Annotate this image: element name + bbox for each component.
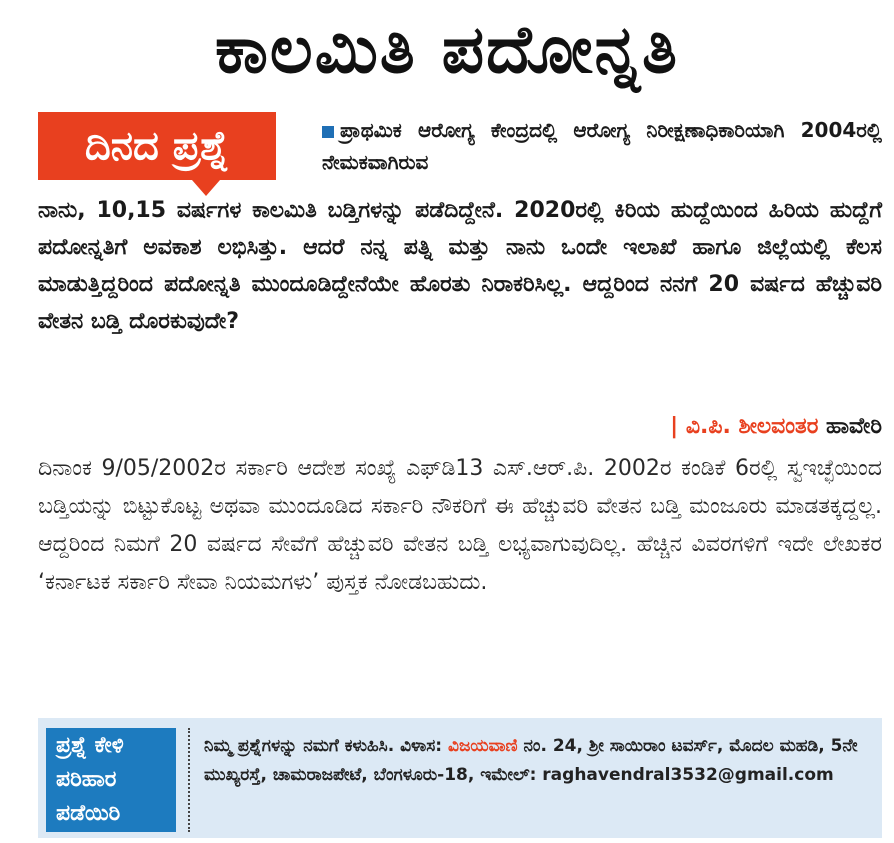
signature-place: ಹಾವೇರಿ (826, 414, 882, 439)
footer-label-line: ಪ್ರಶ್ನೆ ಕೇಳಿ (56, 733, 124, 758)
article-headline: ಕಾಲಮಿತಿ ಪದೋನ್ನತಿ (214, 10, 680, 88)
footer-divider (188, 728, 190, 832)
footer-label-line: ಪರಿಹಾರ (56, 767, 117, 792)
footer-label (46, 728, 176, 832)
answer-body: ದಿನಾಂಕ 9/05/2002ರ ಸರ್ಕಾರಿ ಆದೇಶ ಸಂಖ್ಯೆ ಎಫ್‌ಡಿ13 ಎಸ್.ಆರ್.ಪಿ. 2002ರ ಕಂಡಿಕೆ 6ರಲ್ಲಿ ಸ್ವಇಚ್ಛೆಯಿಂದ ಬಡ್ತಿಯನ್ನು ಬಿಟ್ಟುಕೊಟ್ಟ ಅಥವಾ ಮುಂದೂಡಿದ ಸರ್ಕಾರಿ ನೌಕರಿಗೆ ಈ ಹೆಚ್ಚುವರಿ ವೇತನ ಬಡ್ತಿ ಮಂಜೂರು ಮಾಡತಕ್ಕದ್ದಲ್ಲ. ಆದ್ದರಿಂದ ನಿಮಗೆ 20 ವರ್ಷದ ಸೇವೆಗೆ ಹೆಚ್ಚುವರಿ ವೇತನ ಬಡ್ತಿ ಲಭ್ಯವಾಗುವುದಿಲ್ಲ. ಹೆಚ್ಚಿನ ವಿವರಗಳಿಗೆ ಇದೇ ಲೇಖಕರ ‘ಕರ್ನಾಟಕ ಸರ್ಕಾರಿ ಸೇವಾ ನಿಯಮಗಳು’ ಪುಸ್ತಕ ನೋಡಬಹುದು. (38, 456, 882, 595)
square-bullet-icon (322, 126, 334, 138)
question-lead-text: ಪ್ರಾಥಮಿಕ ಆರೋಗ್ಯ ಕೇಂದ್ರದಲ್ಲಿ ಆರೋಗ್ಯ ನಿರೀಕ್ಷಣಾಧಿಕಾರಿಯಾಗಿ 2004ರಲ್ಲಿ ನೇಮಕವಾಗಿರುವ (322, 118, 882, 174)
question-signature (670, 414, 882, 439)
footer-contact-text (204, 732, 874, 790)
signature-name: | ವಿ.ಪಿ. ಶೀಲವಂತರ (670, 414, 819, 439)
question-lead (322, 114, 882, 178)
footer-text-lead: ನಿಮ್ಮ ಪ್ರಶ್ನೆಗಳನ್ನು ನಮಗೆ ಕಳುಹಿಸಿ. ವಿಳಾಸ: (204, 736, 443, 756)
footer-brand: ವಿಜಯವಾಣಿ (448, 736, 518, 756)
question-body: ನಾನು, 10,15 ವರ್ಷಗಳ ಕಾಲಮಿತಿ ಬಡ್ತಿಗಳನ್ನು ಪಡೆದಿದ್ದೇನೆ. 2020ರಲ್ಲಿ ಕಿರಿಯ ಹುದ್ದೆಯಿಂದ ಹಿರಿಯ ಹುದ್ದೆಗೆ ಪದೋನ್ನತಿಗೆ ಅವಕಾಶ ಲಭಿಸಿತ್ತು. ಆದರೆ ನನ್ನ ಪತ್ನಿ ಮತ್ತು ನಾನು ಒಂದೇ ಇಲಾಖೆ ಹಾಗೂ ಜಿಲ್ಲೆಯಲ್ಲಿ ಕೆಲಸ ಮಾಡುತ್ತಿದ್ದರಿಂದ ಪದೋನ್ನತಿ ಮುಂದೂಡಿದ್ದೇನೆಯೇ ಹೊರತು ನಿರಾಕರಿಸಿಲ್ಲ. ಆದ್ದರಿಂದ ನನಗೆ 20 ವರ್ಷದ ಹೆಚ್ಚುವರಿ ವೇತನ ಬಡ್ತಿ ದೊರಕುವುದೇ? (38, 198, 882, 334)
footer-address: ನಂ. 24, ಶ್ರೀ ಸಾಯಿರಾಂ ಟವರ್ಸ್, ಮೊದಲ ಮಹಡಿ, 5ನೇ ಮುಖ್ಯರಸ್ತೆ, ಚಾಮರಾಜಪೇಟೆ, ಬೆಂಗಳೂರು-18, ಇಮೇಲ್: raghavendral3532@gmail.com (204, 736, 858, 785)
contact-footer (38, 718, 882, 838)
daily-question-tag: ದಿನದ ಪ್ರಶ್ನೆ (38, 112, 276, 180)
footer-label-line: ಪಡೆಯಿರಿ (56, 801, 121, 826)
